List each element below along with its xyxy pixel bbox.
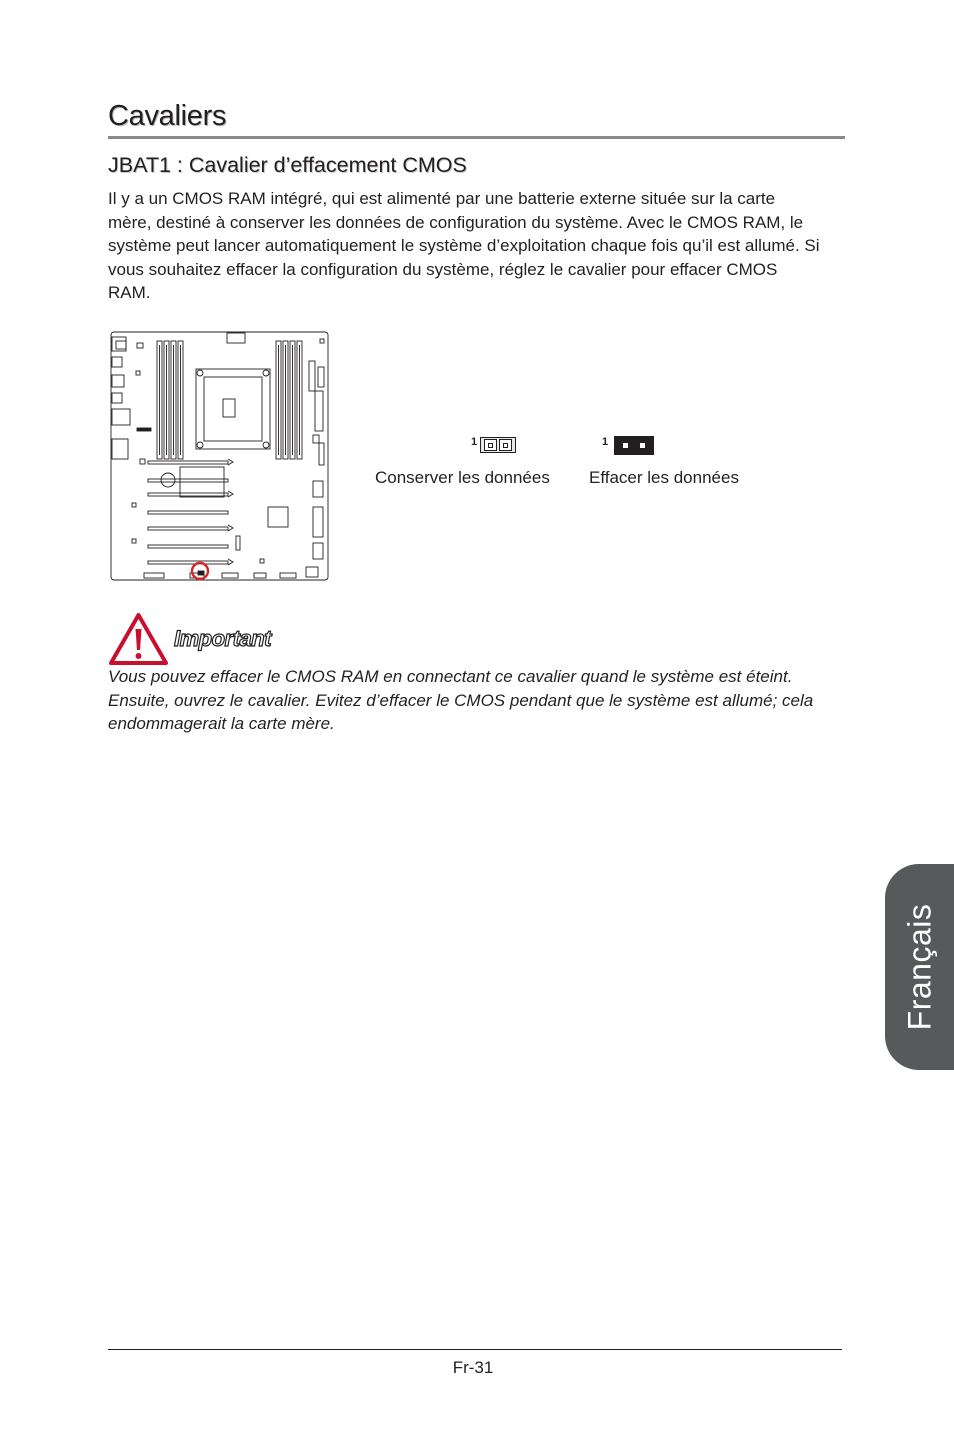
- pin-1-label-keep: 1: [471, 436, 478, 448]
- keep-data-caption: Conserver les données: [375, 468, 550, 487]
- jumper-pin: [636, 440, 649, 452]
- page-number: Fr-31: [452, 1358, 494, 1377]
- language-tab-label: Français: [901, 903, 937, 1031]
- intro-paragraph: Il y a un CMOS RAM intégré, qui est alimenté par une batterie externe située sur la carte mère, destiné à conserver les données de configuration du système. Avec le CMOS RAM, le système peut lancer automatiquement le système d’exploitation chaque fois qu’il est allumé. Si vous souhaitez effacer la configuration du système, réglez le cavalier pour effacer CMOS RAM.: [108, 189, 820, 302]
- jumper-pin: [619, 440, 632, 452]
- page-title: Cavaliers: [108, 100, 227, 132]
- jumper-open: [480, 437, 516, 453]
- clear-data-caption: Effacer les données: [589, 468, 739, 487]
- pin-1-label-clear: 1: [602, 436, 609, 448]
- footer-divider: [108, 1349, 842, 1350]
- language-tab: [885, 864, 954, 1070]
- jumper-pin: [499, 439, 512, 451]
- title-divider: [108, 136, 845, 139]
- section-title: JBAT1 : Cavalier d’effacement CMOS: [108, 153, 467, 177]
- important-note: Vous pouvez effacer le CMOS RAM en connectant ce cavalier quand le système est éteint. Ensuite, ouvrez le cavalier. Evitez d’effacer le CMOS pendant que le système est allumé; cela endommagerait la carte mère.: [108, 667, 814, 733]
- jumper-pin: [484, 439, 497, 451]
- important-heading: Important: [174, 626, 271, 651]
- motherboard-diagram: [110, 331, 329, 581]
- jumper-closed: [614, 436, 654, 455]
- warning-triangle-icon: [108, 612, 169, 666]
